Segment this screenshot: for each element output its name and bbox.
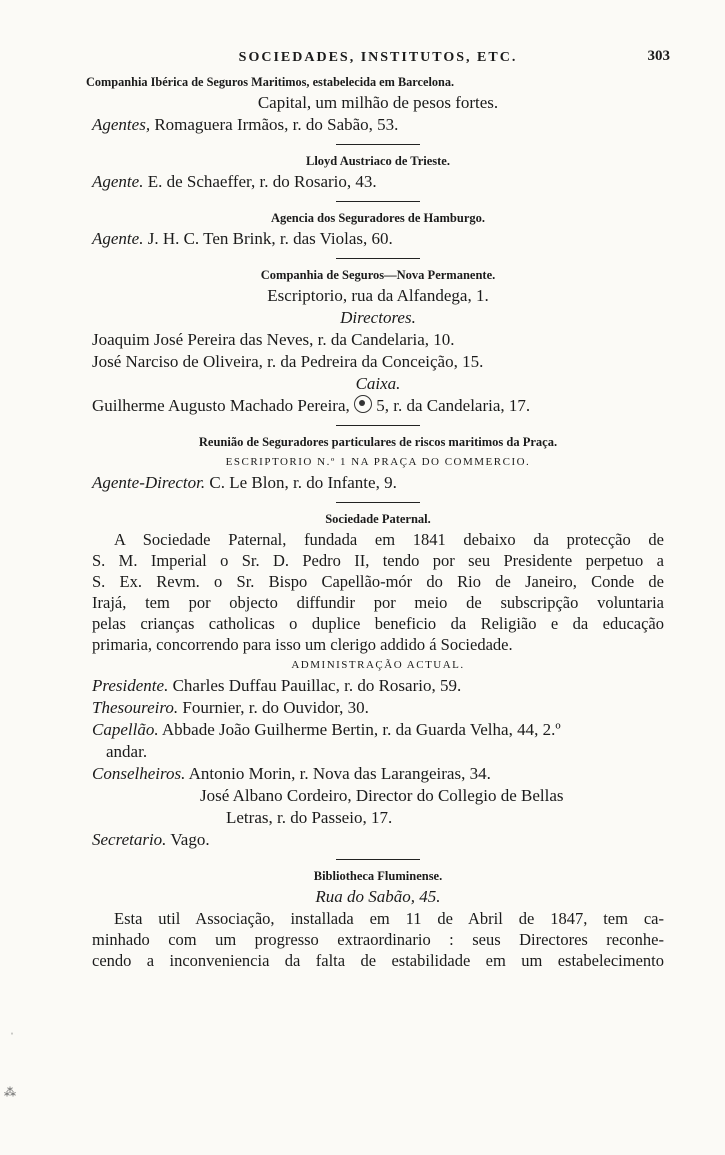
role-label: Secretario.	[92, 830, 167, 849]
agent-text: E. de Schaeffer, r. do Rosario, 43.	[143, 172, 377, 191]
header-title: SOCIEDADES, INSTITUTOS, ETC.	[238, 50, 518, 65]
iberica-capital: Capital, um milhão de pesos fortes.	[257, 93, 499, 112]
role-text: Fournier, r. do Ouvidor, 30.	[178, 698, 369, 717]
ink-speck-icon: ˈ	[10, 1030, 14, 1044]
iberica-agent	[92, 114, 664, 136]
role-text: Antonio Morin, r. Nova das Larangeiras, 34.	[185, 764, 491, 783]
agent-text: J. H. C. Ten Brink, r. das Violas, 60.	[143, 229, 393, 248]
section-divider	[336, 144, 420, 145]
agent-text: C. Le Blon, r. do Infante, 9.	[205, 473, 397, 492]
paternal-paragraph	[92, 529, 664, 655]
seal-icon	[354, 395, 372, 413]
paragraph-line: A Sociedade Paternal, fundada em 1841 debaixo da protecção de	[114, 530, 664, 549]
councillor-2-text: José Albano Cordeiro, Director do Collegio de Bellas	[200, 786, 564, 805]
ink-speck-icon: ⁂	[4, 1085, 16, 1099]
document-page	[86, 48, 670, 971]
running-header	[92, 48, 670, 72]
role-label: Thesoureiro.	[92, 698, 179, 717]
bibliotheca-heading: Bibliotheca Fluminense.	[313, 869, 443, 883]
section-divider	[336, 425, 420, 426]
councillors-line	[92, 763, 664, 785]
agent-text: Romaguera Irmãos, r. do Sabão, 53.	[150, 115, 399, 134]
paragraph-line: S. M. Imperial o Sr. D. Pedro II, tendo por seu Presidente perpetuo a	[92, 551, 664, 570]
president-line	[92, 675, 664, 697]
paragraph-line: pelas crianças catholicas o duplice beneficio da Religião e da educação	[92, 614, 664, 633]
role-text: Vago.	[166, 830, 210, 849]
role-text: Charles Duffau Pauillac, r. do Rosario, 59.	[168, 676, 462, 695]
cashier-label: Caixa.	[355, 374, 401, 393]
councillor-2-continuation: Letras, r. do Passeio, 17.	[226, 808, 393, 827]
role-label: Capellão.	[92, 720, 159, 739]
bibliotheca-address: Rua do Sabão, 45.	[315, 887, 441, 906]
paragraph-line: S. Ex. Revm. o Sr. Bispo Capellão-mór do Rio de Janeiro, Conde de	[92, 572, 664, 591]
section-divider	[336, 258, 420, 259]
agent-label: Agente.	[92, 172, 144, 191]
cashier-name: Guilherme Augusto Machado Pereira,	[92, 396, 350, 415]
role-text: Abbade João Guilherme Bertin, r. da Guarda Velha, 44, 2.º	[158, 720, 561, 739]
paragraph-line: Irajá, tem por objecto diffundir por meio de subscripção voluntaria	[92, 593, 664, 612]
paternal-heading: Sociedade Paternal.	[325, 512, 431, 526]
section-divider	[336, 201, 420, 202]
lloyd-heading: Lloyd Austriaco de Trieste.	[306, 154, 450, 168]
paragraph-line: Esta util Associação, installada em 11 de Abril de 1847, tem ca-	[114, 909, 664, 928]
director-2: José Narciso de Oliveira, r. da Pedreira da Conceição, 15.	[92, 352, 484, 371]
role-label: Presidente.	[92, 676, 169, 695]
cashier-line	[92, 395, 664, 417]
reuniao-office: ESCRIPTORIO N.º 1 NA PRAÇA DO COMMERCIO.	[225, 456, 531, 468]
hamburgo-heading: Agencia dos Seguradores de Hamburgo.	[270, 211, 485, 225]
agent-label: Agente-Director.	[92, 473, 206, 492]
agent-label: Agente.	[92, 229, 144, 248]
nova-permanente-office: Escriptorio, rua da Alfandega, 1.	[267, 286, 489, 305]
iberica-heading: Companhia Ibérica de Seguros Maritimos, estabelecida em Barcelona.	[86, 75, 455, 89]
paragraph-line: minhado com um progresso extraordinario : seus Directores reconhe-	[92, 930, 664, 949]
section-divider	[336, 859, 420, 860]
paragraph-line: primaria, concorrendo para isso um clerigo addido á Sociedade.	[92, 635, 513, 654]
role-label: Conselheiros.	[92, 764, 186, 783]
reuniao-agent	[92, 472, 664, 494]
treasurer-line	[92, 697, 664, 719]
lloyd-agent	[92, 171, 664, 193]
secretary-line	[92, 829, 664, 851]
hamburgo-agent	[92, 228, 664, 250]
agent-label: Agentes,	[92, 115, 151, 134]
cashier-address: 5, r. da Candelaria, 17.	[372, 396, 531, 415]
paragraph-line: cendo a inconveniencia da falta de estabilidade em um estabelecimento	[92, 951, 664, 970]
admin-heading: ADMINISTRAÇÃO ACTUAL.	[291, 659, 465, 671]
section-divider	[336, 502, 420, 503]
directors-label: Directores.	[340, 308, 416, 327]
chaplain-line	[92, 719, 664, 741]
nova-permanente-heading: Companhia de Seguros—Nova Permanente.	[260, 268, 496, 282]
chaplain-continuation: andar.	[106, 742, 148, 761]
bibliotheca-paragraph	[92, 908, 664, 971]
councillor-2	[92, 785, 664, 807]
reuniao-heading: Reunião de Seguradores particulares de riscos maritimos da Praça.	[198, 435, 558, 449]
page-number: 303	[647, 48, 670, 64]
director-1: Joaquim José Pereira das Neves, r. da Candelaria, 10.	[92, 330, 455, 349]
